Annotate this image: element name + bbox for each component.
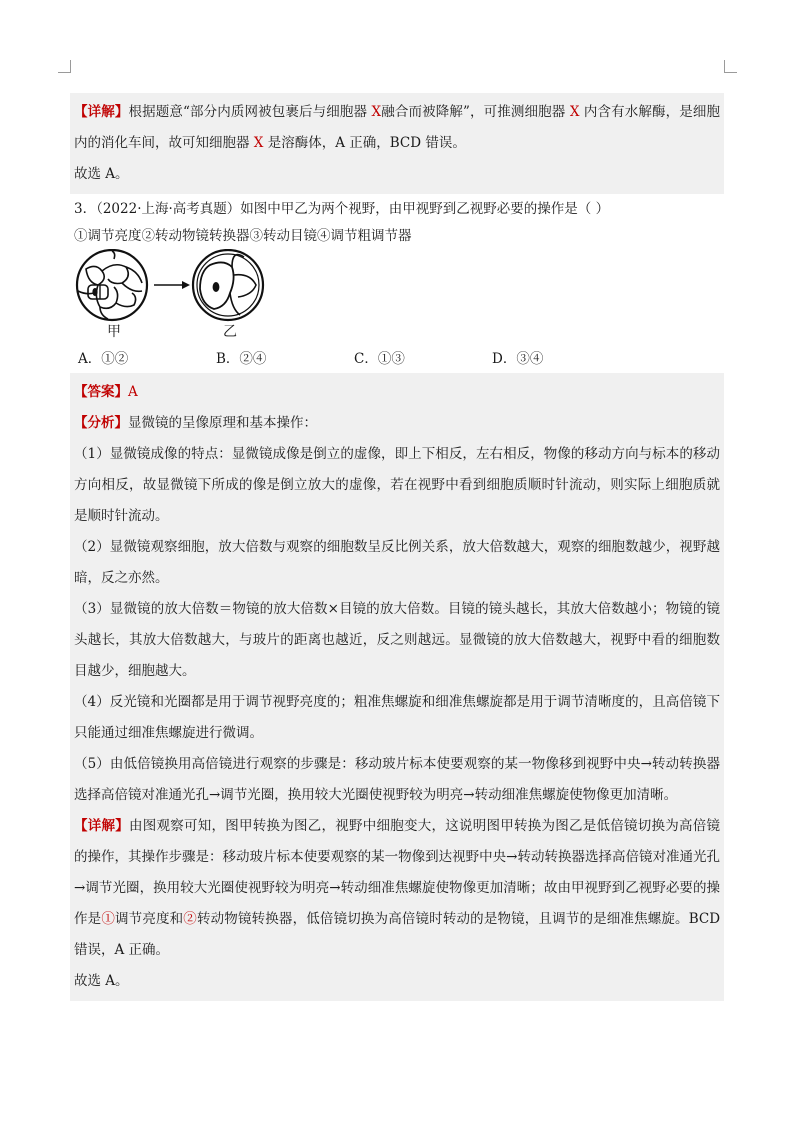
answer-block	[70, 373, 724, 1001]
document-page	[70, 93, 724, 1001]
final-choice: 故选 A。	[74, 973, 129, 989]
analysis-point-3: （3）显微镜的放大倍数＝物镜的放大倍数×目镜的放大倍数。目镜的镜头越长，其放大倍数越小；物镜的镜头越长，其放大倍数越大，与玻片的距离也越近，反之则越远。显微镜的放大倍数越大，视野中看的细胞数目越少，细胞越大。	[74, 601, 720, 679]
analysis-point-1: （1）显微镜成像的特点：显微镜成像是倒立的虚像，即上下相反，左右相反，物像的移动方向与标本的移动方向相反，故显微镜下所成的像是倒立放大的虚像，若在视野中看到细胞质顺时针流动，则实际上细胞质就是顺时针流动。	[74, 446, 720, 524]
microscope-figure	[74, 249, 720, 341]
figure-label-yi: 乙	[223, 324, 237, 340]
analysis-line: 【分析】显微镜的呈像原理和基本操作：	[74, 415, 317, 431]
question-block	[70, 194, 724, 373]
answer-value: A	[128, 384, 138, 400]
question-items: ①调节亮度②转动物镜转换器③转动目镜④调节粗调节器	[74, 228, 412, 244]
previous-choice: 故选 A。	[74, 166, 129, 182]
detail-tag-2: 【详解】	[74, 818, 129, 834]
option-c: C．①③	[354, 351, 405, 367]
figure-label-jia: 甲	[107, 324, 121, 340]
field-yi	[193, 250, 263, 320]
analysis-point-2: （2）显微镜观察细胞，放大倍数与观察的细胞数呈反比例关系，放大倍数越大，观察的细胞数越少，视野越暗，反之亦然。	[74, 539, 720, 586]
answer-tag: 【答案】	[74, 384, 128, 400]
arrow-icon	[154, 281, 190, 289]
analysis-point-5: （5）由低倍镜换用高倍镜进行观察的步骤是：移动玻片标本使要观察的某一物像移到视野中央→转动转换器选择高倍镜对准通光孔→调节光圈，换用较大光圈使视野较为明亮→转动细准焦螺旋使物像更加清晰。	[74, 756, 720, 803]
analysis-tag: 【分析】	[74, 415, 128, 431]
answer-line	[74, 377, 720, 408]
previous-answer-block	[70, 93, 724, 194]
analysis-point-4: （4）反光镜和光圈都是用于调节视野亮度的；粗准焦螺旋和细准焦螺旋都是用于调节清晰度的，且高倍镜下只能通过细准焦螺旋进行微调。	[74, 694, 720, 741]
field-jia	[77, 250, 147, 320]
previous-detail: 【详解】根据题意“部分内质网被包裹后与细胞器 X融合而被降解”，可推测细胞器 X 内含有水解酶，是细胞内的消化车间，故可知细胞器 X 是溶酶体，A 正确，BCD 错误。	[74, 104, 720, 151]
answer-options	[74, 345, 720, 373]
detail-tag: 【详解】	[74, 104, 129, 120]
option-d: D．③④	[492, 351, 544, 367]
crop-mark-right	[724, 60, 737, 73]
question-stem: 3．（2022·上海·高考真题）如图中甲乙为两个视野，由甲视野到乙视野必要的操作是（ ）	[74, 201, 610, 217]
detail-paragraph: 【详解】由图观察可知，图甲转换为图乙，视野中细胞变大，这说明图甲转换为图乙是低倍镜切换为高倍镜的操作，其操作步骤是：移动玻片标本使要观察的某一物像到达视野中央→转动转换器选择高倍镜对准通光孔→调节光圈，换用较大光圈使视野较为明亮→转动细准焦螺旋使物像更加清晰；故由甲视野到乙视野必要的操作是①调节亮度和②转动物镜转换器，低倍镜切换为高倍镜时转动的是物镜，且调节的是细准焦螺旋。BCD 错误，A 正确。	[74, 818, 721, 958]
option-a: A．①②	[78, 351, 129, 367]
crop-mark-left	[58, 60, 71, 73]
option-b: B．②④	[216, 351, 267, 367]
